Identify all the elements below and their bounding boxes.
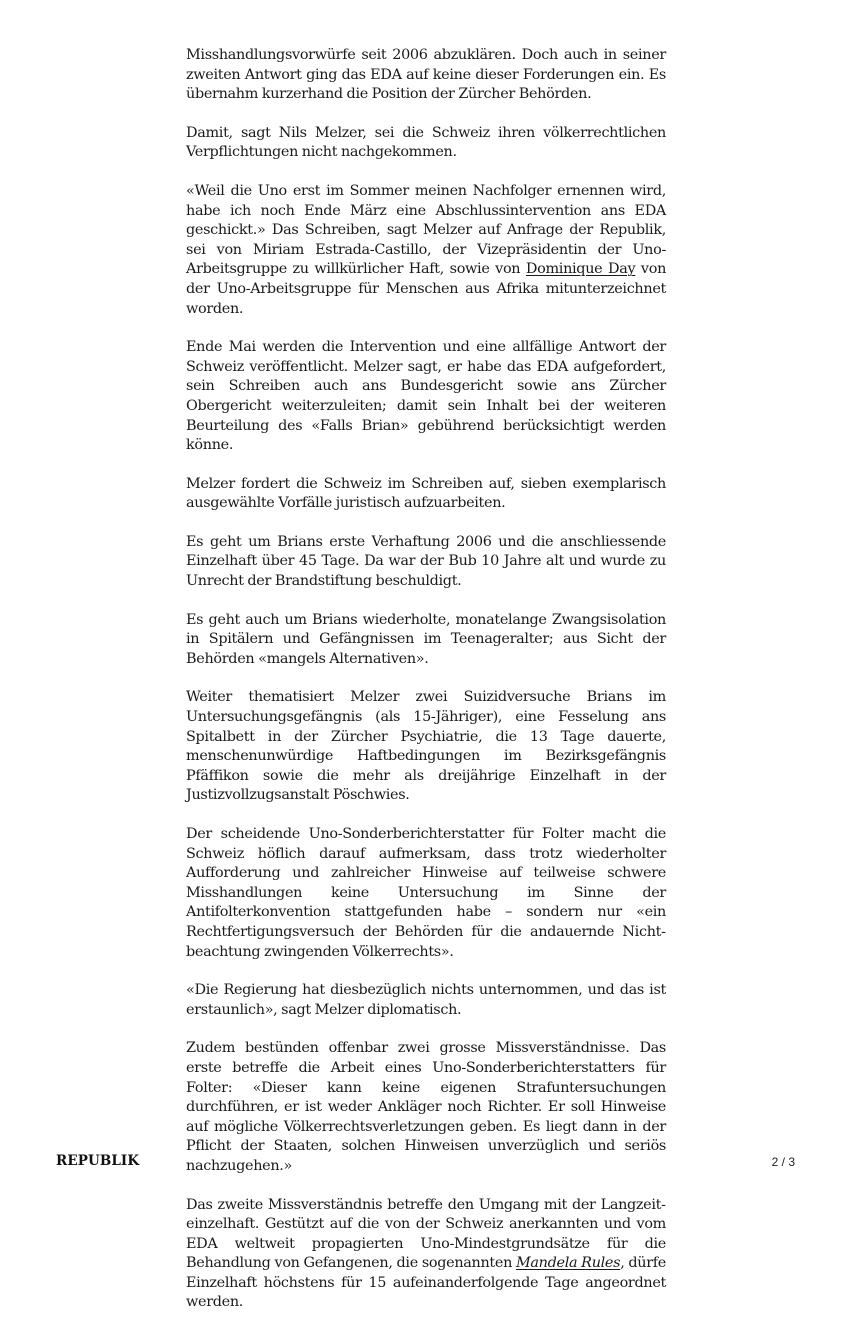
paragraph [186, 182, 666, 319]
paragraph-text: Das zweite Missverständnis betreffe den Umgang mit der Langzeiteinzelhaft. Gestützt auf die von der Schweiz anerkannten und vom EDA weltweit propagierten Uno-Mindestgrundsätze für die Behandlung von Gefangenen, die sogenannten [186, 1196, 666, 1272]
paragraph [186, 475, 666, 514]
paragraph-text: Zudem bestünden offenbar zwei grosse Missverständnisse. Das erste betreffe die Arbeit eines Uno-Sonderberichterstatters für Folter: «Dieser kann keine eigenen Strafuntersuchungen durchführen, er ist weder Ankläger noch Richter. Er soll Hinweise auf mögliche Völkerrechtsverletzungen geben. Es liegt dann in der Pflicht der Staaten, solchen Hinweisen unverzüglich und seriös nachzugehen.» [186, 1040, 666, 1174]
page-number: 2 / 3 [771, 1155, 795, 1169]
paragraph [186, 1196, 666, 1314]
paragraph-text: Damit, sagt Nils Melzer, sei die Schweiz ihren völkerrechtlichen Verpflichtungen nicht nachgekommen. [186, 124, 666, 161]
paragraph-text: Weiter thematisiert Melzer zwei Suizidversuche Brians im Untersuchungsgefängnis (als 15-Jähriger), eine Fesselung ans Spitalbett in der Zürcher Psychiatrie, die 13 Tage dauerte, menschenunwürdige Haftbedingungen im Bezirksgefängnis Pfäffikon sowie die mehr als dreijährige Einzelhaft in der Justizvollzugsanstalt Pöschwies. [186, 689, 666, 804]
paragraph-text: Es geht um Brians erste Verhaftung 2006 und die anschliessende Einzelhaft über 45 Tage. Da war der Bub 10 Jahre alt und wurde zu Unrecht der Brandstiftung beschuldigt. [186, 533, 666, 590]
paragraph-text: , dürfe Einzelhaft höchstens für 15 aufeinanderfolgende Tage angeordnet werden. [186, 1255, 666, 1311]
paragraph [186, 1039, 666, 1176]
paragraph [186, 124, 666, 163]
article-body [186, 46, 666, 1332]
inline-link[interactable]: Mandela Rules [515, 1255, 621, 1272]
paragraph-text: «Weil die Uno erst im Sommer meinen Nachfolger ernennen wird, habe ich noch Ende März eine Abschlussintervention ans EDA geschickt.» Das Schreiben, sagt Melzer auf Anfrage der Republik, sei von Miriam Estrada-Castillo, der Vizepräsidentin der Uno-Arbeitsgruppe zu willkürlicher Haft, sowie von [186, 182, 666, 278]
paragraph-text: Es geht auch um Brians wiederholte, monatelange Zwangsisolation in Spitälern und Gefängnissen im Teenageralter; aus Sicht der Behörden «mangels Alternativen». [186, 611, 666, 667]
paragraph-text: Ende Mai werden die Intervention und eine allfällige Antwort der Schweiz veröffentlicht. Melzer sagt, er habe das EDA aufgefordert, sein Schreiben auch ans Bundesgericht sowie ans Zürcher Obergericht weiterzuleiten; damit sein Inhalt bei der weiteren Beurteilung des «Falls Brian» gebührend berücksichtigt werden könne. [186, 339, 666, 454]
paragraph [186, 611, 666, 670]
paragraph [186, 533, 666, 592]
paragraph-text: Der scheidende Uno-Sonderberichterstatter für Folter macht die Schweiz höflich darauf aufmerksam, dass trotz wiederholter Aufforderung und zahlreicher Hinweise auf teilweise schwere Misshandlungen keine Untersuchung im Sinne der Antifolterkonvention stattgefunden habe – sondern nur «ein Rechtfertigungsversuch der Behörden für die andauernde Nichtbeachtung zwingenden Völkerrechts». [186, 826, 666, 960]
paragraph-text: Misshandlungsvorwürfe seit 2006 abzuklären. Doch auch in seiner zweiten Antwort ging das EDA auf keine dieser Forderungen ein. Es übernahm kurzerhand die Position der Zürcher Behörden. [186, 47, 666, 103]
paragraph [186, 981, 666, 1020]
paragraph [186, 688, 666, 806]
inline-link[interactable]: Dominique Day [525, 261, 636, 278]
paragraph [186, 46, 666, 105]
paragraph [186, 338, 666, 456]
paragraph-text: «Die Regierung hat diesbezüglich nichts unternommen, und das ist erstaunlich», sagt Melzer diplomatisch. [186, 982, 666, 1018]
paragraph-text: Melzer fordert die Schweiz im Schreiben auf, sieben exemplarisch ausgewählte Vorfälle juristisch aufzuarbeiten. [186, 475, 666, 512]
publication-logo: REPUBLIK [56, 1153, 140, 1169]
paragraph-text: von der Uno-Arbeitsgruppe für Menschen aus Afrika mitunterzeichnet worden. [186, 261, 667, 317]
paragraph [186, 825, 666, 962]
